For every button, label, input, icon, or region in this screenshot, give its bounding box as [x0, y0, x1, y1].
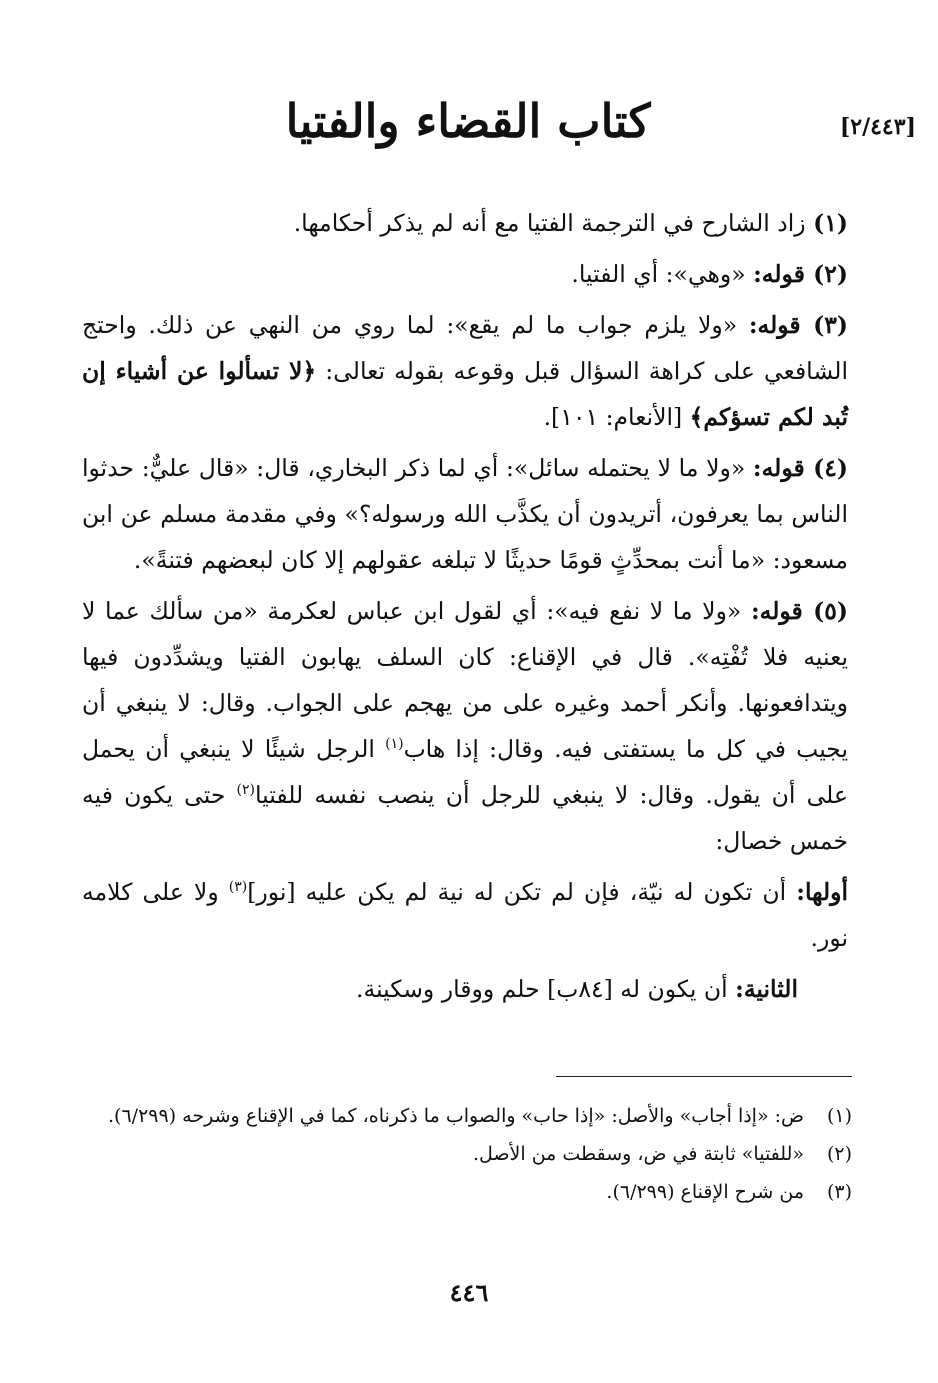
footnote — [82, 1098, 852, 1134]
chapter-title: كتاب القضاء والفتيا — [285, 94, 651, 148]
note-keyword: قوله: — [753, 260, 814, 288]
note-text: «ولا ما لا يحتمله سائل»: أي لما ذكر البخاري، قال: «قال عليٌّ: حدثوا الناس بما يعرفون، أتريدون أن يكذَّب الله ورسوله؟» وفي مقدمة مسلم عن ابن مسعود: «ما أنت بمحدِّثٍ قومًا حديثًا لا تبلغه عقولهم إلا كان لبعضهم فتنةً». — [82, 454, 848, 574]
footnote-text: «للفتيا» ثابتة في ض، وسقطت من الأصل. — [472, 1143, 804, 1165]
condition-text: أن تكون له نيّة، فإن لم تكن له نية لم يكن عليه [نور] — [247, 878, 797, 906]
footnote-marker: (٢) — [236, 782, 256, 799]
note-1 — [82, 200, 848, 246]
footnote-divider — [556, 1076, 852, 1077]
page-header — [60, 86, 916, 156]
footnote-number: (٢) — [826, 1143, 852, 1165]
footnote — [82, 1174, 852, 1210]
condition-label: الثانية: — [735, 975, 798, 1003]
footnote-marker: (٣) — [228, 879, 248, 896]
note-keyword: قوله: — [750, 597, 814, 625]
note-2 — [82, 251, 848, 297]
note-text: «ولا يلزم جواب ما لم يقع»: لما روي من النهي عن ذلك. واحتج الشافعي على كراهة السؤال قبل وقوعه بقوله تعالى: — [82, 311, 848, 385]
note-number: (٢) — [813, 260, 848, 288]
condition-text: أن يكون له [٨٤ب] حلم ووقار وسكينة. — [356, 975, 736, 1003]
footnote-text: من شرح الإقناع (٦/٢٩٩). — [606, 1181, 804, 1203]
note-keyword: قوله: — [748, 311, 814, 339]
note-citation: [الأنعام: ١٠١]. — [543, 403, 690, 431]
note-text: «ولا ما لا نفع فيه»: أي لقول ابن عباس لعكرمة «من سألك عما لا يعنيه فلا تُفْتِه». قال في الإقناع: كان السلف يهابون الفتيا ويشدِّدون فيها ويتدافعونها. وأنكر أحمد وغيره على من يهجم على الجواب. وقال: لا ينبغي أن يجيب في كل ما يستفتى فيه. وقال: إذا هاب — [82, 597, 849, 763]
page-number: ٤٤٦ — [449, 1278, 489, 1307]
note-text: زاد الشارح في الترجمة الفتيا مع أنه لم يذكر أحكامها. — [293, 209, 814, 237]
condition-first — [82, 869, 848, 961]
note-text: الرجل شيئًا لا ينبغي أن يحمل على أن يقول. وقال: لا ينبغي للرجل أن ينصب نفسه للفتيا — [82, 735, 848, 809]
note-number: (١) — [813, 209, 848, 237]
note-5 — [82, 588, 848, 864]
condition-second — [82, 966, 848, 1012]
note-4 — [82, 445, 848, 583]
note-3 — [82, 302, 848, 440]
note-keyword: قوله: — [752, 454, 814, 482]
quran-quote: ﴿لا تسألوا عن أشياء إن تُبد لكم تسؤكم﴾ — [82, 357, 848, 431]
commentary-body — [82, 200, 848, 1017]
footnote-number: (١) — [826, 1105, 852, 1127]
note-number: (٣) — [813, 311, 848, 339]
condition-label: أولها: — [796, 878, 848, 906]
note-number: (٤) — [813, 454, 848, 482]
footnote-text: ض: «إذا أجاب» والأصل: «إذا حاب» والصواب ما ذكرناه، كما في الإقناع وشرحه (٦/٢٩٩). — [108, 1105, 804, 1127]
footnote-number: (٣) — [826, 1181, 852, 1203]
footnote — [82, 1136, 852, 1172]
manuscript-reference: [٢/٤٤٣] — [839, 114, 916, 140]
condition-text: ولا على كلامه نور. — [82, 878, 848, 952]
note-text: «وهي»: أي الفتيا. — [571, 260, 754, 288]
footnotes — [82, 1098, 852, 1212]
note-number: (٥) — [813, 597, 848, 625]
footnote-marker: (١) — [385, 736, 404, 753]
note-text: حتى يكون فيه خمس خصال: — [82, 781, 848, 855]
